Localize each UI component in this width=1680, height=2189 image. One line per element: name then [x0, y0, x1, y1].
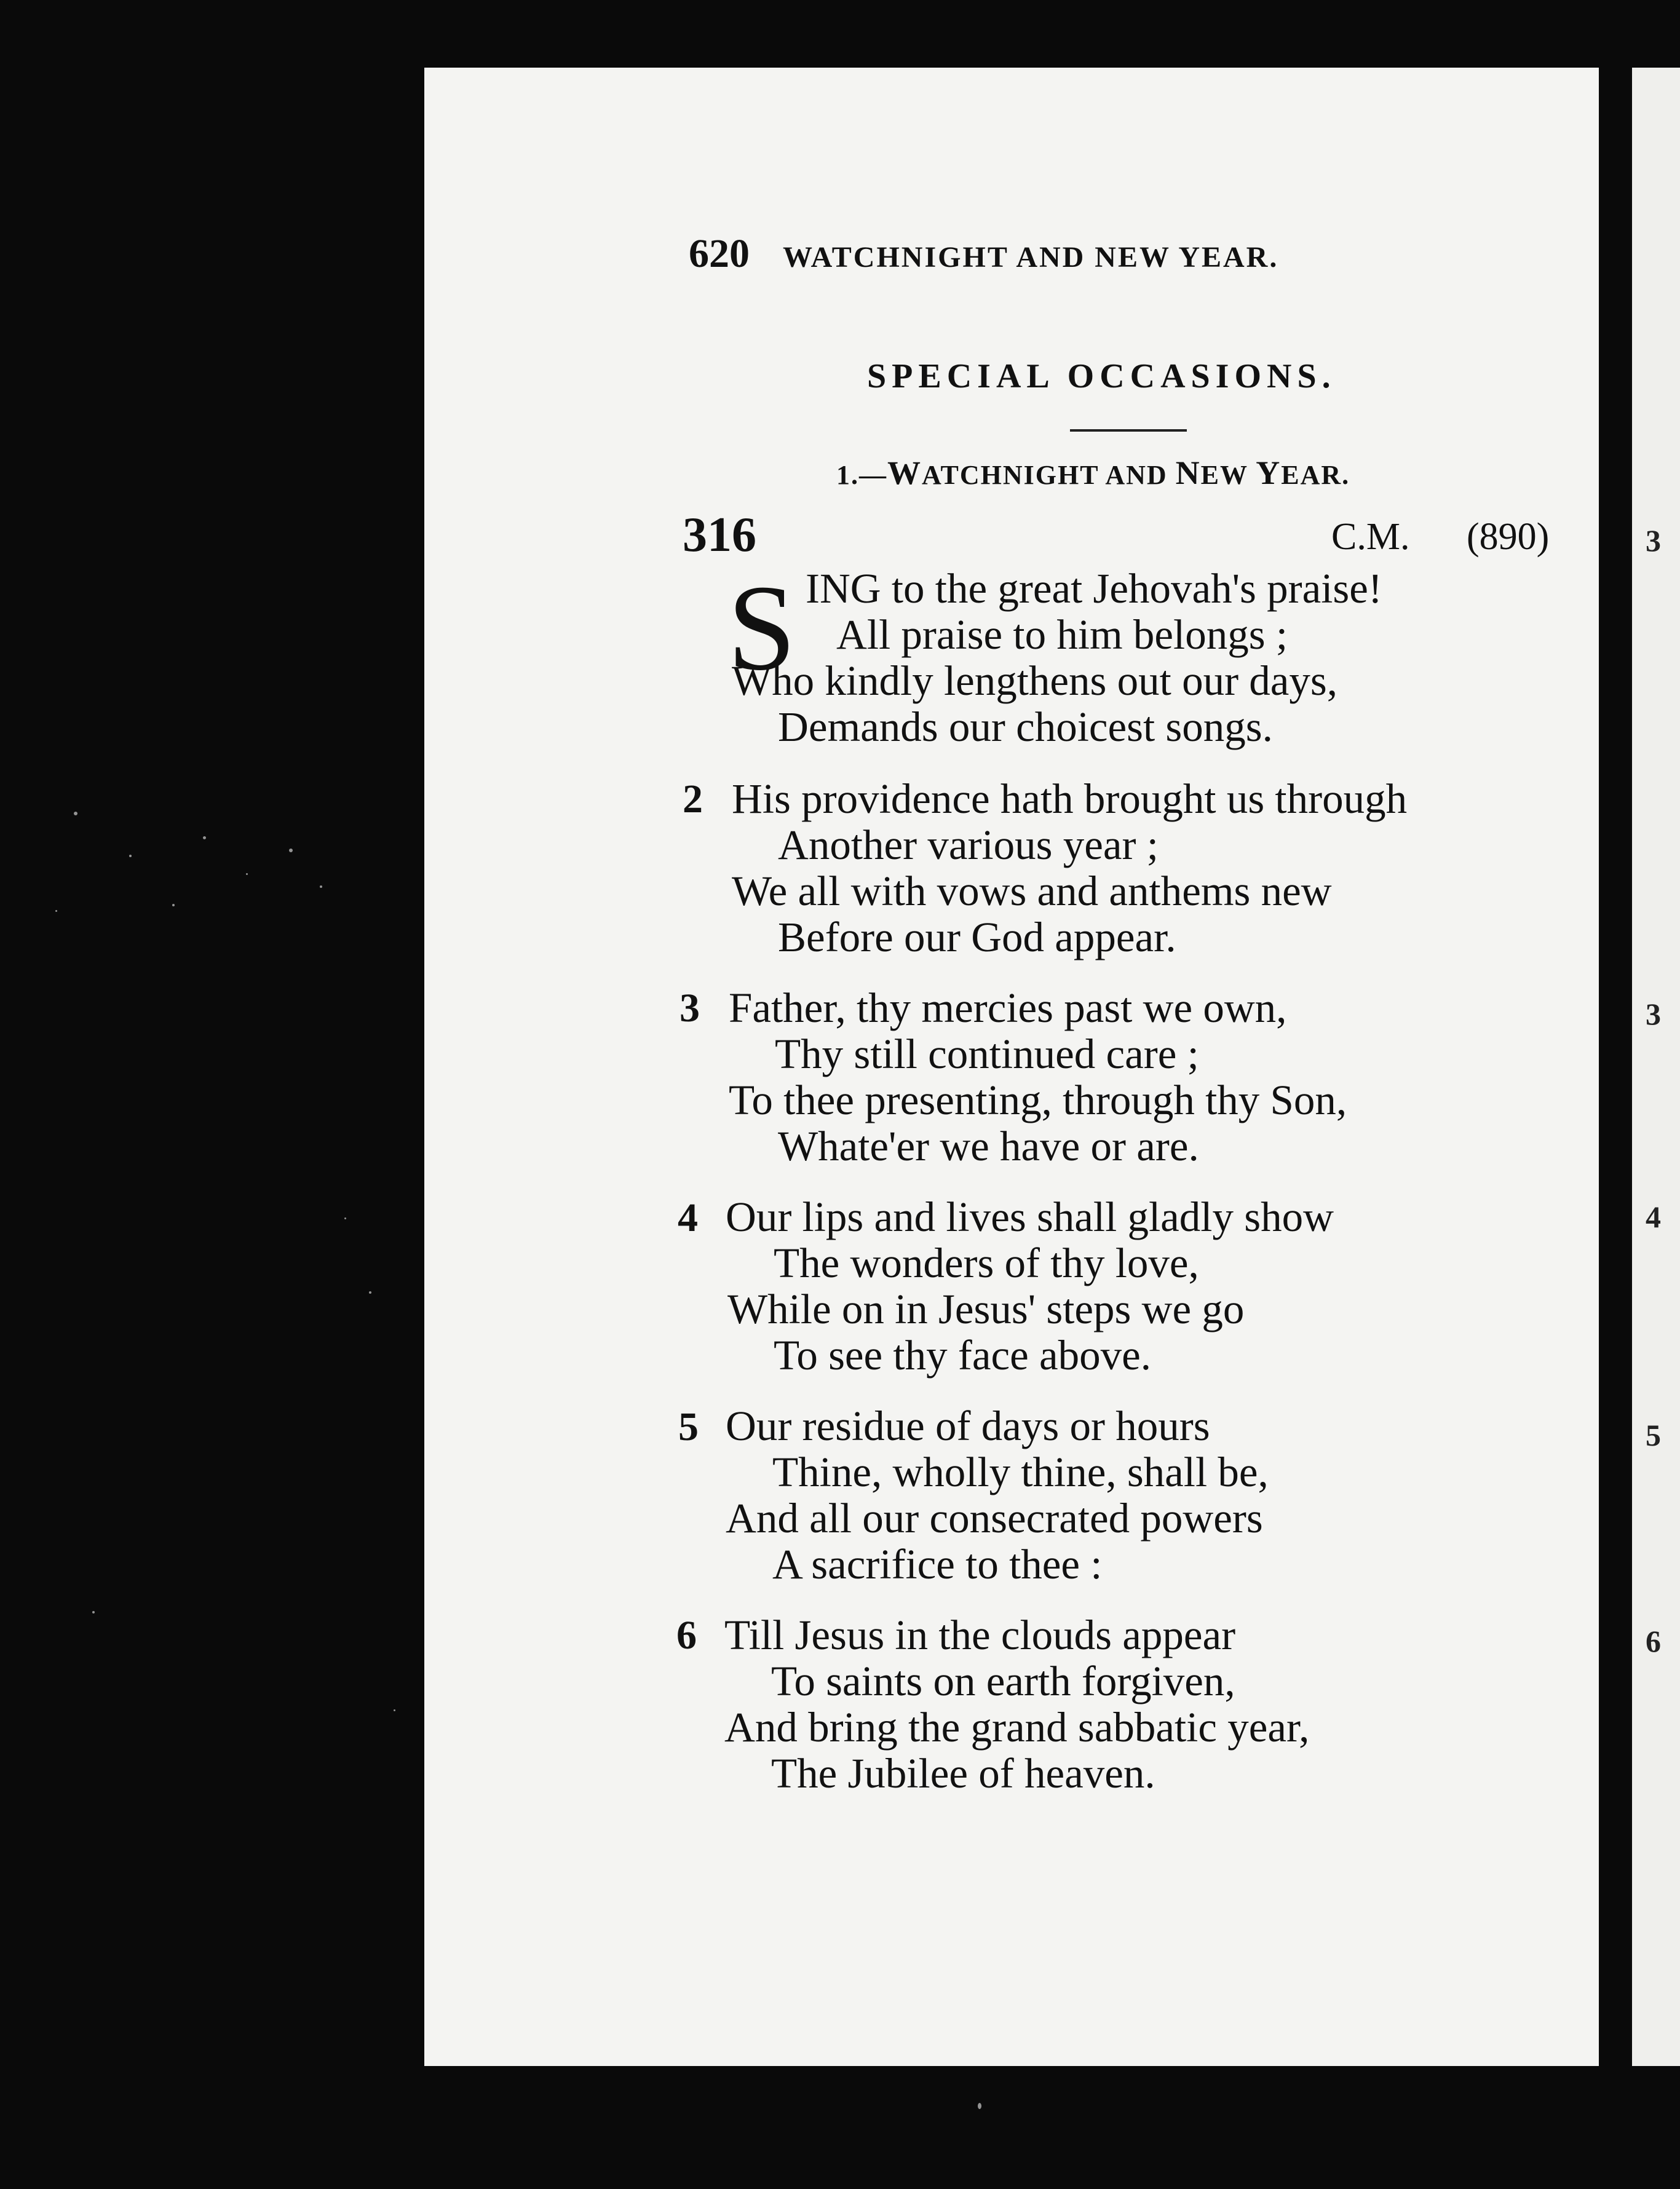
tune-reference: (890)	[1467, 516, 1550, 558]
verse-line: Our lips and lives shall gladly show	[726, 1193, 1334, 1240]
section-title: SPECIAL OCCASIONS.	[867, 357, 1336, 395]
verse-line: Till Jesus in the clouds appear	[724, 1612, 1236, 1658]
verse-line: Thy still continued care ;	[775, 1031, 1199, 1077]
verse-line: We all with vows and anthems new	[732, 868, 1332, 914]
verse-line: A sacrifice to thee :	[772, 1541, 1103, 1588]
verse-line: And bring the grand sabbatic year,	[724, 1704, 1310, 1751]
verse-number: 3	[680, 986, 700, 1031]
verse-number: 5	[678, 1404, 699, 1449]
verse-line: Another various year ;	[778, 821, 1159, 868]
verse-line: Demands our choicest songs.	[778, 703, 1273, 750]
verse-line: The Jubilee of heaven.	[771, 1750, 1155, 1797]
verse-line: And all our consecrated powers	[726, 1495, 1263, 1542]
facing-page-number: 4	[1646, 1200, 1661, 1234]
facing-page-number: 5	[1646, 1418, 1661, 1452]
facing-page-number: 6	[1646, 1624, 1661, 1658]
running-head	[689, 231, 1278, 277]
verse-line: Before our God appear.	[778, 914, 1176, 960]
verse-line: All praise to him belongs ;	[836, 611, 1288, 658]
verse-line: Who kindly lengthens out our days,	[732, 657, 1338, 704]
running-title: WATCHNIGHT AND NEW YEAR.	[783, 241, 1279, 274]
facing-page-number: 3	[1646, 523, 1661, 558]
subsection-title: 1.—WATCHNIGHT AND NEW YEAR.	[836, 454, 1350, 491]
hymn-number: 316	[683, 508, 756, 562]
page-number: 620	[689, 231, 750, 276]
drop-cap: S	[727, 560, 796, 696]
verse-line: To saints on earth forgiven,	[771, 1658, 1235, 1704]
verse-line: While on in Jesus' steps we go	[727, 1286, 1245, 1332]
verse-line: To thee presenting, through thy Son,	[729, 1077, 1347, 1123]
section-rule	[1070, 429, 1187, 432]
verse-line: His providence hath brought us through	[732, 775, 1408, 822]
verse-line: Father, thy mercies past we own,	[729, 984, 1287, 1031]
verse-line: The wonders of thy love,	[774, 1240, 1199, 1286]
verse-line: Our residue of days or hours	[726, 1403, 1210, 1449]
verse-line: To see thy face above.	[774, 1332, 1151, 1379]
verse-line: Whate'er we have or are.	[778, 1123, 1199, 1170]
verse-number: 4	[678, 1195, 698, 1240]
facing-page-edge	[1623, 68, 1680, 2066]
verse-number: 2	[683, 777, 703, 821]
verse-number: 6	[676, 1613, 697, 1658]
facing-page-number: 3	[1646, 997, 1661, 1031]
verse-line: Thine, wholly thine, shall be,	[772, 1449, 1269, 1495]
verse-line: ING to the great Jehovah's praise!	[806, 565, 1382, 612]
hymn-meter: C.M.	[1331, 516, 1410, 558]
